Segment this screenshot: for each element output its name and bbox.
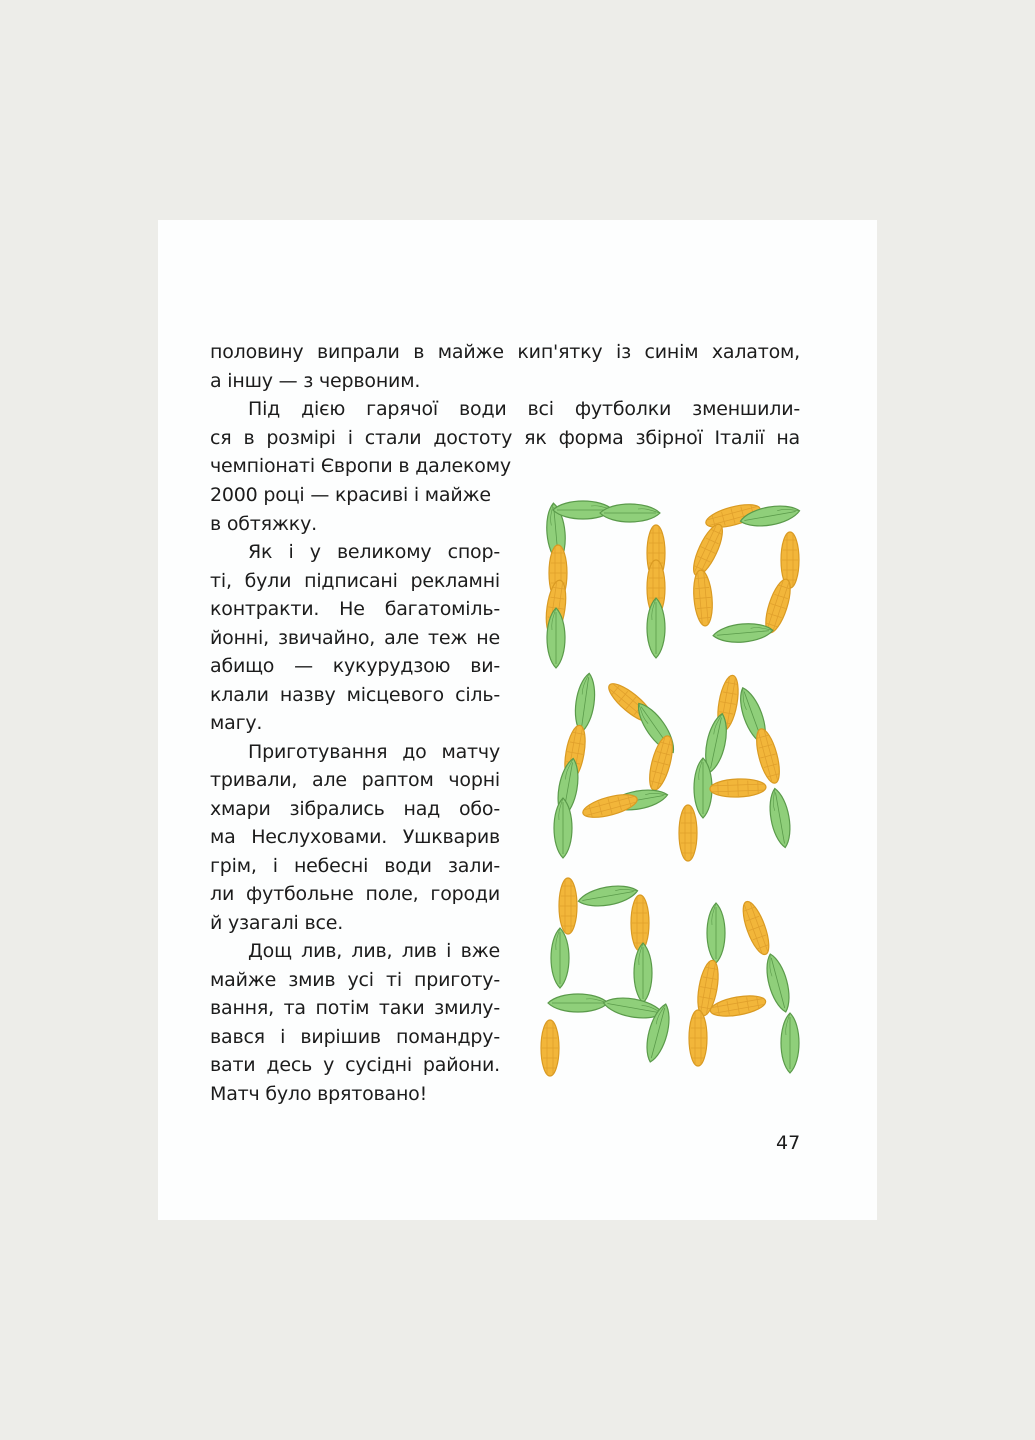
text-line: ті, були підписані рекламні	[210, 569, 500, 592]
letter-de	[541, 878, 674, 1076]
text-line: чемпіонаті Європи в далекому	[210, 455, 511, 477]
corn-word-illustration	[538, 488, 808, 1078]
text-line: йонні, звичайно, але теж не	[210, 626, 500, 649]
text-line: половину випрали в майже кип'ятку із синім халатом,	[210, 341, 800, 363]
text-line: грім, і небесні води зали-	[210, 854, 500, 877]
text-line: 2000 році — красиві і майже	[210, 484, 491, 506]
text-line: Дощ лив, лив, лив і вже	[248, 940, 500, 962]
text-line: хмари зібрались над обо-	[210, 797, 500, 820]
text-line: й узагалі все.	[210, 911, 344, 934]
text-line: Приготування до матчу	[248, 740, 500, 763]
text-line: магу.	[210, 712, 263, 734]
text-line: абищо — кукурудзою ви-	[210, 655, 500, 677]
text-line: ма Неслуховами. Ушкварив	[210, 826, 500, 848]
text-line: а іншу — з червоним.	[210, 369, 421, 392]
text-line: Під дією гарячої води всі футболки зменшили-	[248, 398, 800, 420]
paragraph-narrow-column	[210, 481, 500, 1108]
text-line: ли футбольне поле, городи	[210, 883, 500, 905]
text-line: вався і вирішив помандру-	[210, 1025, 500, 1048]
book-page	[158, 220, 877, 1220]
letter-a	[689, 899, 799, 1073]
text-line: контракти. Не багатоміль-	[210, 598, 500, 620]
letter-a	[679, 674, 794, 861]
text-line: Як і у великому спор-	[248, 541, 500, 563]
text-line: Матч було врятовано!	[210, 1082, 428, 1105]
text-line: вати десь у сусідні райони.	[210, 1054, 500, 1076]
paragraph-full-width	[210, 338, 800, 481]
text-line: майже змив усі ті приготу-	[210, 968, 500, 991]
text-line: тривали, але раптом чорні	[210, 769, 500, 791]
letter-er	[554, 672, 681, 858]
letter-pe	[543, 501, 665, 668]
text-line: вання, та потім таки змилу-	[210, 997, 500, 1019]
text-line: в обтяжку.	[210, 512, 317, 535]
page-number: 47	[776, 1132, 801, 1154]
text-line: клали назву місцевого сіль-	[210, 683, 500, 706]
text-line: ся в розмірі і стали достоту як форма збірної Італії на	[210, 426, 800, 449]
letter-o	[688, 500, 801, 645]
